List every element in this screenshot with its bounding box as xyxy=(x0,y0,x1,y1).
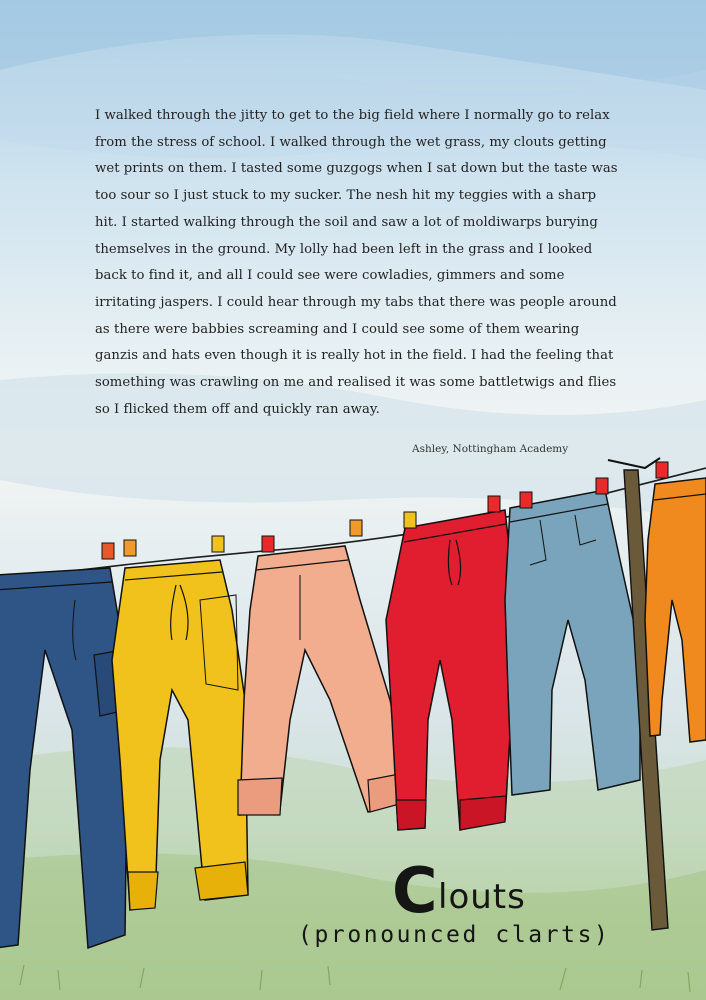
pronunciation-subtitle: (pronounced clarts) xyxy=(298,922,611,948)
grass xyxy=(20,965,690,992)
story-line: themselves in the ground. My lolly had been left in the grass and I looked xyxy=(95,241,593,257)
story-line: ganzis and hats even though it is really hot in the field. I had the feeling that xyxy=(95,348,614,364)
story-line: from the stress of school. I walked through the wet grass, my clouts getting xyxy=(95,134,607,150)
peach-trousers xyxy=(238,520,414,815)
story-line: so I flicked them off and quickly ran away. xyxy=(95,401,380,417)
story-line: as there were babbies screaming and I could see some of them wearing xyxy=(95,321,580,337)
story-line: hit. I started walking through the soil and saw a lot of moldiwarps burying xyxy=(95,214,598,230)
story-line: too sour so I just stuck to my sucker. The nesh hit my teggies with a sharp xyxy=(95,188,597,204)
red-trousers xyxy=(386,496,515,830)
orange-trousers xyxy=(645,462,706,742)
title-rest: louts xyxy=(438,877,526,917)
story-line: back to find it, and all I could see were cowladies, gimmers and some xyxy=(95,268,565,284)
story-line: something was crawling on me and realised it was some battletwigs and flies xyxy=(95,375,617,391)
yellow-trousers xyxy=(112,536,248,910)
author-attribution: Ashley, Nottingham Academy xyxy=(412,443,569,455)
title-initial: C xyxy=(392,854,438,927)
story-line: irritating jaspers. I could hear through my tabs that there was people around xyxy=(95,294,617,310)
navy-jeans xyxy=(0,543,128,948)
light-blue-jeans xyxy=(505,478,640,795)
story-line: wet prints on them. I tasted some guzgogs when I sat down but the taste was xyxy=(95,161,618,177)
story-line: I walked through the jitty to get to the big field where I normally go to relax xyxy=(95,108,610,123)
